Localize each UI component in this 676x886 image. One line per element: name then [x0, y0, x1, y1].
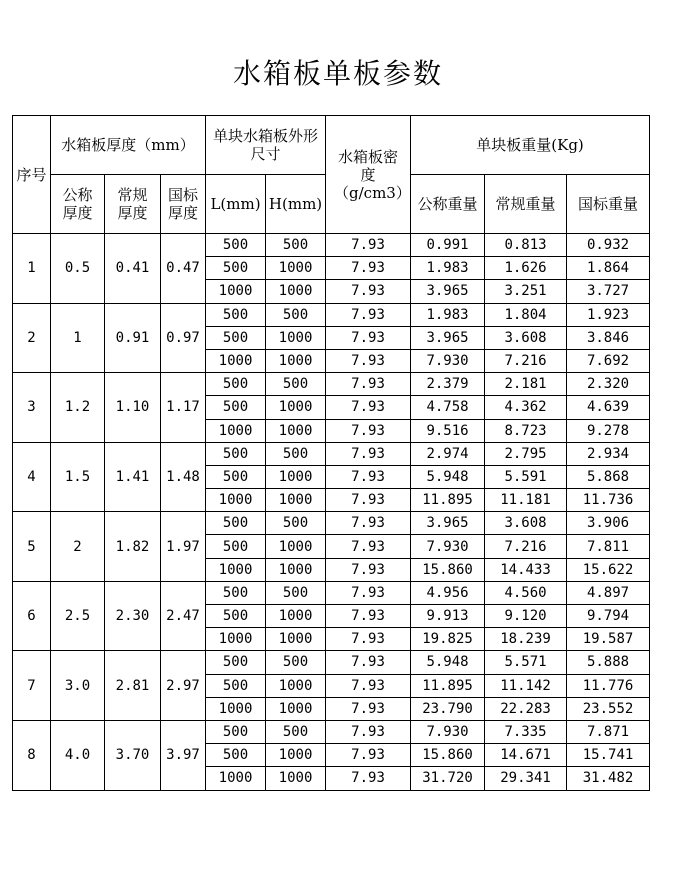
regular-weight-cell: 7.216	[485, 535, 567, 558]
regular-thickness-cell: 0.91	[105, 303, 161, 373]
col-header-length: L(mm)	[206, 175, 266, 234]
regular-weight-cell: 7.216	[485, 349, 567, 372]
nominal-weight-cell: 31.720	[411, 767, 485, 790]
table-row	[13, 651, 650, 674]
national-weight-cell: 5.888	[567, 651, 650, 674]
col-header-density: 水箱板密度（g/cm3）	[326, 116, 411, 234]
nominal-thickness-cell: 2.5	[51, 581, 105, 651]
density-cell: 7.93	[326, 396, 411, 419]
table-row	[13, 581, 650, 604]
nominal-weight-cell: 1.983	[411, 303, 485, 326]
height-cell: 500	[266, 651, 326, 674]
national-weight-cell: 9.278	[567, 419, 650, 442]
length-cell: 500	[206, 303, 266, 326]
regular-weight-cell: 22.283	[485, 697, 567, 720]
regular-thickness-cell: 1.41	[105, 442, 161, 512]
national-weight-cell: 5.868	[567, 465, 650, 488]
length-cell: 500	[206, 465, 266, 488]
national-weight-cell: 7.811	[567, 535, 650, 558]
length-cell: 500	[206, 396, 266, 419]
table-row	[13, 512, 650, 535]
length-cell: 500	[206, 373, 266, 396]
national-weight-cell: 31.482	[567, 767, 650, 790]
nominal-weight-cell: 4.758	[411, 396, 485, 419]
density-cell: 7.93	[326, 628, 411, 651]
regular-thickness-cell: 1.10	[105, 373, 161, 443]
height-cell: 1000	[266, 465, 326, 488]
regular-weight-cell: 2.795	[485, 442, 567, 465]
national-weight-cell: 0.932	[567, 234, 650, 257]
density-cell: 7.93	[326, 489, 411, 512]
nominal-weight-cell: 15.860	[411, 558, 485, 581]
nominal-thickness-cell: 0.5	[51, 234, 105, 304]
length-cell: 500	[206, 234, 266, 257]
table-row	[13, 442, 650, 465]
density-cell: 7.93	[326, 512, 411, 535]
length-cell: 1000	[206, 558, 266, 581]
national-weight-cell: 3.906	[567, 512, 650, 535]
national-thickness-cell: 1.48	[161, 442, 206, 512]
regular-weight-cell: 29.341	[485, 767, 567, 790]
nominal-weight-cell: 0.991	[411, 234, 485, 257]
regular-thickness-cell: 2.30	[105, 581, 161, 651]
national-thickness-cell: 0.97	[161, 303, 206, 373]
nominal-thickness-cell: 1	[51, 303, 105, 373]
regular-weight-cell: 7.335	[485, 720, 567, 743]
national-thickness-cell: 2.97	[161, 651, 206, 721]
density-cell: 7.93	[326, 465, 411, 488]
nominal-weight-cell: 3.965	[411, 326, 485, 349]
group-index-cell: 3	[13, 373, 51, 443]
spec-table	[12, 115, 650, 791]
regular-weight-cell: 11.142	[485, 674, 567, 697]
density-cell: 7.93	[326, 442, 411, 465]
nominal-weight-cell: 23.790	[411, 697, 485, 720]
height-cell: 1000	[266, 257, 326, 280]
density-cell: 7.93	[326, 419, 411, 442]
density-cell: 7.93	[326, 744, 411, 767]
group-index-cell: 4	[13, 442, 51, 512]
height-cell: 1000	[266, 280, 326, 303]
national-thickness-cell: 1.97	[161, 512, 206, 582]
regular-weight-cell: 11.181	[485, 489, 567, 512]
density-cell: 7.93	[326, 535, 411, 558]
national-weight-cell: 7.692	[567, 349, 650, 372]
density-cell: 7.93	[326, 257, 411, 280]
table-row	[13, 720, 650, 743]
national-weight-cell: 3.727	[567, 280, 650, 303]
regular-weight-cell: 4.560	[485, 581, 567, 604]
length-cell: 500	[206, 442, 266, 465]
height-cell: 500	[266, 581, 326, 604]
density-cell: 7.93	[326, 651, 411, 674]
group-index-cell: 8	[13, 720, 51, 790]
national-weight-cell: 7.871	[567, 720, 650, 743]
height-cell: 1000	[266, 628, 326, 651]
density-cell: 7.93	[326, 767, 411, 790]
group-index-cell: 5	[13, 512, 51, 582]
nominal-weight-cell: 7.930	[411, 349, 485, 372]
length-cell: 500	[206, 674, 266, 697]
group-index-cell: 6	[13, 581, 51, 651]
regular-thickness-cell: 0.41	[105, 234, 161, 304]
regular-weight-cell: 1.804	[485, 303, 567, 326]
height-cell: 1000	[266, 697, 326, 720]
length-cell: 1000	[206, 419, 266, 442]
length-cell: 500	[206, 744, 266, 767]
regular-weight-cell: 14.671	[485, 744, 567, 767]
nominal-thickness-cell: 4.0	[51, 720, 105, 790]
nominal-weight-cell: 3.965	[411, 280, 485, 303]
col-header-size-group: 单块水箱板外形尺寸	[206, 116, 326, 175]
height-cell: 500	[266, 720, 326, 743]
length-cell: 500	[206, 535, 266, 558]
height-cell: 1000	[266, 767, 326, 790]
national-weight-cell: 23.552	[567, 697, 650, 720]
regular-weight-cell: 5.571	[485, 651, 567, 674]
height-cell: 1000	[266, 744, 326, 767]
national-weight-cell: 4.639	[567, 396, 650, 419]
nominal-thickness-cell: 1.5	[51, 442, 105, 512]
group-index-cell: 1	[13, 234, 51, 304]
national-thickness-cell: 0.47	[161, 234, 206, 304]
height-cell: 1000	[266, 535, 326, 558]
nominal-thickness-cell: 2	[51, 512, 105, 582]
national-weight-cell: 1.864	[567, 257, 650, 280]
col-header-nominal-thickness: 公称厚度	[51, 175, 105, 234]
height-cell: 1000	[266, 396, 326, 419]
col-header-national-weight: 国标重量	[567, 175, 650, 234]
col-header-index: 序号	[13, 116, 51, 234]
height-cell: 1000	[266, 605, 326, 628]
density-cell: 7.93	[326, 326, 411, 349]
density-cell: 7.93	[326, 349, 411, 372]
height-cell: 500	[266, 373, 326, 396]
regular-weight-cell: 14.433	[485, 558, 567, 581]
height-cell: 1000	[266, 674, 326, 697]
regular-weight-cell: 3.608	[485, 326, 567, 349]
height-cell: 500	[266, 234, 326, 257]
height-cell: 1000	[266, 326, 326, 349]
density-cell: 7.93	[326, 697, 411, 720]
length-cell: 500	[206, 651, 266, 674]
nominal-weight-cell: 4.956	[411, 581, 485, 604]
height-cell: 1000	[266, 349, 326, 372]
length-cell: 1000	[206, 280, 266, 303]
regular-weight-cell: 3.608	[485, 512, 567, 535]
density-cell: 7.93	[326, 303, 411, 326]
nominal-weight-cell: 19.825	[411, 628, 485, 651]
nominal-weight-cell: 2.974	[411, 442, 485, 465]
length-cell: 1000	[206, 489, 266, 512]
height-cell: 500	[266, 512, 326, 535]
national-thickness-cell: 1.17	[161, 373, 206, 443]
col-header-weight-group: 单块板重量(Kg)	[411, 116, 650, 175]
col-header-thickness-group: 水箱板厚度（mm）	[51, 116, 206, 175]
page-title: 水箱板单板参数	[232, 57, 443, 90]
density-cell: 7.93	[326, 558, 411, 581]
length-cell: 500	[206, 720, 266, 743]
height-cell: 1000	[266, 489, 326, 512]
length-cell: 1000	[206, 767, 266, 790]
nominal-weight-cell: 15.860	[411, 744, 485, 767]
density-cell: 7.93	[326, 674, 411, 697]
density-cell: 7.93	[326, 234, 411, 257]
regular-weight-cell: 18.239	[485, 628, 567, 651]
regular-weight-cell: 0.813	[485, 234, 567, 257]
regular-weight-cell: 3.251	[485, 280, 567, 303]
nominal-weight-cell: 11.895	[411, 674, 485, 697]
national-weight-cell: 11.776	[567, 674, 650, 697]
regular-weight-cell: 5.591	[485, 465, 567, 488]
regular-weight-cell: 2.181	[485, 373, 567, 396]
nominal-weight-cell: 1.983	[411, 257, 485, 280]
nominal-weight-cell: 5.948	[411, 465, 485, 488]
length-cell: 500	[206, 581, 266, 604]
group-index-cell: 7	[13, 651, 51, 721]
group-index-cell: 2	[13, 303, 51, 373]
length-cell: 500	[206, 512, 266, 535]
national-weight-cell: 9.794	[567, 605, 650, 628]
nominal-weight-cell: 9.516	[411, 419, 485, 442]
length-cell: 500	[206, 257, 266, 280]
length-cell: 500	[206, 326, 266, 349]
nominal-weight-cell: 3.965	[411, 512, 485, 535]
height-cell: 1000	[266, 419, 326, 442]
col-header-regular-thickness: 常规厚度	[105, 175, 161, 234]
regular-thickness-cell: 3.70	[105, 720, 161, 790]
national-weight-cell: 2.934	[567, 442, 650, 465]
height-cell: 500	[266, 303, 326, 326]
nominal-weight-cell: 9.913	[411, 605, 485, 628]
regular-weight-cell: 8.723	[485, 419, 567, 442]
regular-weight-cell: 4.362	[485, 396, 567, 419]
national-weight-cell: 1.923	[567, 303, 650, 326]
national-thickness-cell: 2.47	[161, 581, 206, 651]
regular-thickness-cell: 2.81	[105, 651, 161, 721]
table-row	[13, 373, 650, 396]
regular-weight-cell: 9.120	[485, 605, 567, 628]
density-cell: 7.93	[326, 280, 411, 303]
national-weight-cell: 4.897	[567, 581, 650, 604]
national-weight-cell: 2.320	[567, 373, 650, 396]
col-header-height: H(mm)	[266, 175, 326, 234]
length-cell: 1000	[206, 697, 266, 720]
nominal-weight-cell: 11.895	[411, 489, 485, 512]
nominal-thickness-cell: 3.0	[51, 651, 105, 721]
national-weight-cell: 11.736	[567, 489, 650, 512]
col-header-national-thickness: 国标厚度	[161, 175, 206, 234]
nominal-weight-cell: 5.948	[411, 651, 485, 674]
regular-weight-cell: 1.626	[485, 257, 567, 280]
nominal-thickness-cell: 1.2	[51, 373, 105, 443]
length-cell: 500	[206, 605, 266, 628]
height-cell: 500	[266, 442, 326, 465]
national-weight-cell: 15.622	[567, 558, 650, 581]
nominal-weight-cell: 7.930	[411, 720, 485, 743]
col-header-nominal-weight: 公称重量	[411, 175, 485, 234]
national-weight-cell: 3.846	[567, 326, 650, 349]
national-weight-cell: 15.741	[567, 744, 650, 767]
density-cell: 7.93	[326, 605, 411, 628]
col-header-regular-weight: 常规重量	[485, 175, 567, 234]
height-cell: 1000	[266, 558, 326, 581]
nominal-weight-cell: 7.930	[411, 535, 485, 558]
density-cell: 7.93	[326, 373, 411, 396]
regular-thickness-cell: 1.82	[105, 512, 161, 582]
header-row-1	[13, 116, 650, 175]
national-weight-cell: 19.587	[567, 628, 650, 651]
table-row	[13, 234, 650, 257]
national-thickness-cell: 3.97	[161, 720, 206, 790]
density-cell: 7.93	[326, 720, 411, 743]
length-cell: 1000	[206, 628, 266, 651]
density-cell: 7.93	[326, 581, 411, 604]
table-row	[13, 303, 650, 326]
length-cell: 1000	[206, 349, 266, 372]
nominal-weight-cell: 2.379	[411, 373, 485, 396]
